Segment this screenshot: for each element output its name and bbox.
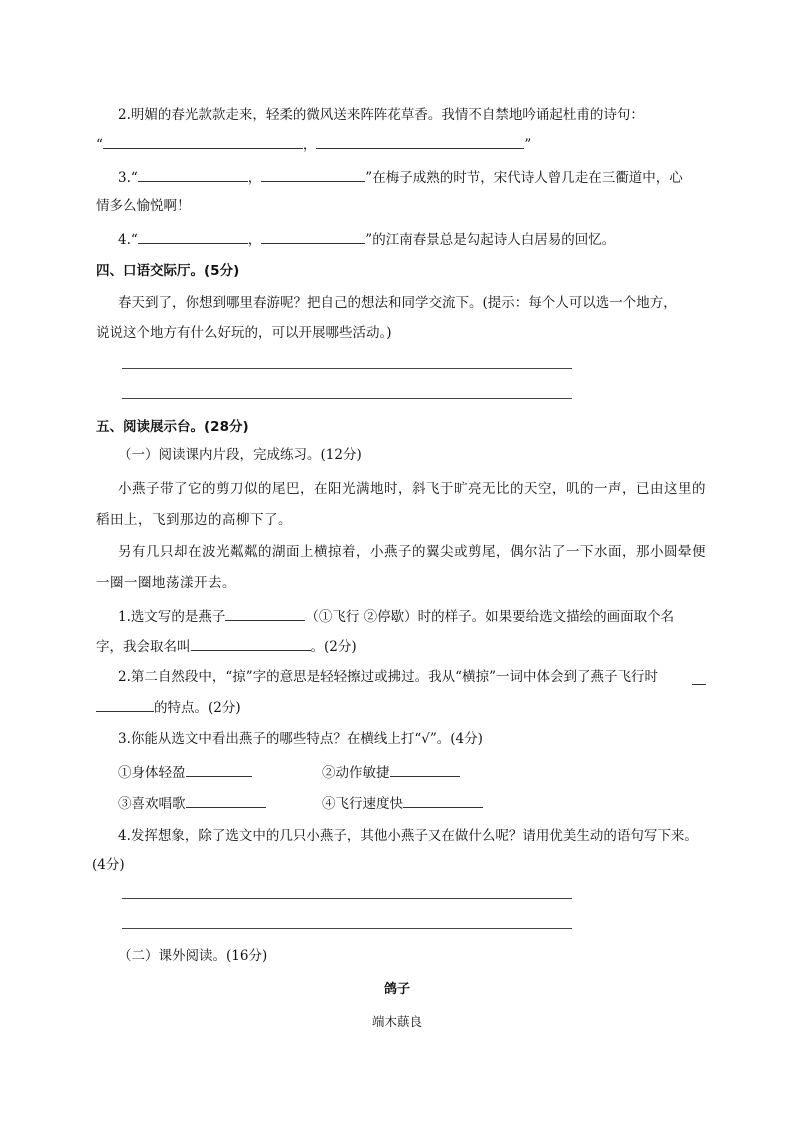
- q2-text-line1: 2.明媚的春光款款走来，轻柔的微风送来阵阵花草香。我情不自禁地吟诵起杜甫的诗句：: [118, 107, 644, 123]
- r3-opt4-label: ④飞行速度快: [322, 796, 403, 812]
- r1-text-line1: [118, 606, 674, 626]
- r1-text-b: （①飞行 ②停歇）时的样子。如果要给选文描绘的画面取个名: [305, 609, 675, 625]
- r3-opt4-blank[interactable]: [403, 793, 483, 808]
- section4-text-line1: 春天到了，你想到哪里春游呢？把自己的想法和同学交流下。(提示：每个人可以选一个地方，: [118, 295, 677, 311]
- passage-p1-line1: 小燕子带了它的剪刀似的尾巴，在阳光满地时，斜飞于旷亮无比的天空，叽的一声，已由这里的: [118, 481, 706, 497]
- q3-prefix: 3.“: [118, 170, 138, 186]
- q3-comma: ，: [247, 170, 262, 186]
- passage-p1-line2: 稻田上，飞到那边的高柳下了。: [96, 512, 292, 528]
- r1-text-line2: [96, 636, 357, 656]
- r1-blank-1[interactable]: [225, 606, 305, 621]
- q3-text-line1: [118, 167, 683, 187]
- passage-p2-line1: 另有几只却在波光粼粼的湖面上横掠着，小燕子的翼尖或剪尾，偶尔沾了一下水面，那小圆晕便: [118, 544, 706, 560]
- section4-answer-line-2[interactable]: [122, 398, 572, 399]
- part1-title: （一）阅读课内片段，完成练习。(12分): [118, 447, 362, 463]
- article-author: 端木蕻良: [371, 1014, 422, 1029]
- r3-option-1: [118, 762, 252, 782]
- r3-opt3-blank[interactable]: [186, 793, 266, 808]
- q3-text-line2: 情多么愉悦啊！: [96, 198, 191, 214]
- r4-text-line2: (4分): [92, 857, 125, 873]
- r2-text-b: 的特点。(2分): [154, 700, 241, 716]
- q4-suffix: ”的江南春景总是勾起诗人白居易的回忆。: [365, 232, 616, 248]
- r2-blank-start[interactable]: [692, 670, 706, 685]
- r2-text-a: 2.第二自然段中，“掠”字的意思是轻轻擦过或拂过。我从“横掠”一词中体会到了燕子飞行时: [118, 669, 658, 685]
- q4-blank-2[interactable]: [261, 229, 365, 244]
- q2-blank-line: [96, 134, 531, 154]
- r3-option-3: [118, 793, 266, 813]
- article-title: 鸽子: [383, 982, 410, 997]
- q2-blank-2[interactable]: [316, 134, 524, 149]
- q3-blank-2[interactable]: [261, 167, 365, 182]
- q3-suffix: ”在梅子成熟的时节，宋代诗人曾几走在三衢道中，心: [365, 170, 683, 186]
- r2-text-line1: [118, 668, 658, 686]
- passage-p2-line2: 一圈一圈地荡漾开去。: [96, 575, 236, 591]
- q2-comma: ，: [302, 137, 317, 153]
- section4-text-line2: 说说这个地方有什么好玩的，可以开展哪些活动。): [96, 325, 392, 341]
- q4-prefix: 4.“: [118, 232, 138, 248]
- section4-title: 四、口语交际厅。(5分): [96, 263, 240, 279]
- r3-opt3-label: ③喜欢唱歌: [118, 796, 186, 812]
- r3-opt1-blank[interactable]: [186, 762, 252, 777]
- q4-comma: ，: [247, 232, 262, 248]
- q4-blank-1[interactable]: [138, 229, 248, 244]
- r1-blank-2[interactable]: [191, 636, 311, 651]
- r4-text-line1: 4.发挥想象，除了选文中的几只小燕子，其他小燕子又在做什么呢？请用优美生动的语句写下来。: [118, 828, 698, 844]
- r1-text-a: 1.选文写的是燕子: [118, 609, 226, 625]
- r3-opt2-blank[interactable]: [390, 762, 460, 777]
- r3-option-4: [322, 793, 483, 813]
- r2-text-line2: [96, 697, 241, 717]
- r1-text-d: 。(2分): [310, 639, 357, 655]
- q2-open-quote: “: [96, 137, 103, 153]
- q3-blank-1[interactable]: [138, 167, 248, 182]
- q4-text-line: [118, 229, 615, 249]
- r4-answer-line-1[interactable]: [122, 898, 572, 899]
- section4-answer-line-1[interactable]: [122, 368, 572, 369]
- section5-title: 五、阅读展示台。(28分): [96, 419, 249, 435]
- r1-text-c: 字，我会取名叫: [96, 639, 191, 655]
- q2-close-quote: ”: [524, 137, 532, 153]
- r4-answer-line-2[interactable]: [122, 928, 572, 929]
- r3-option-2: [322, 762, 460, 782]
- q2-blank-1[interactable]: [103, 134, 303, 149]
- r3-title: 3.你能从选文中看出燕子的哪些特点？在横线上打“√”。(4分): [118, 731, 483, 747]
- r3-opt2-label: ②动作敏捷: [322, 765, 390, 781]
- r2-blank-end[interactable]: [96, 697, 154, 712]
- r3-opt1-label: ①身体轻盈: [118, 765, 186, 781]
- part2-title: （二）课外阅读。(16分): [118, 948, 268, 964]
